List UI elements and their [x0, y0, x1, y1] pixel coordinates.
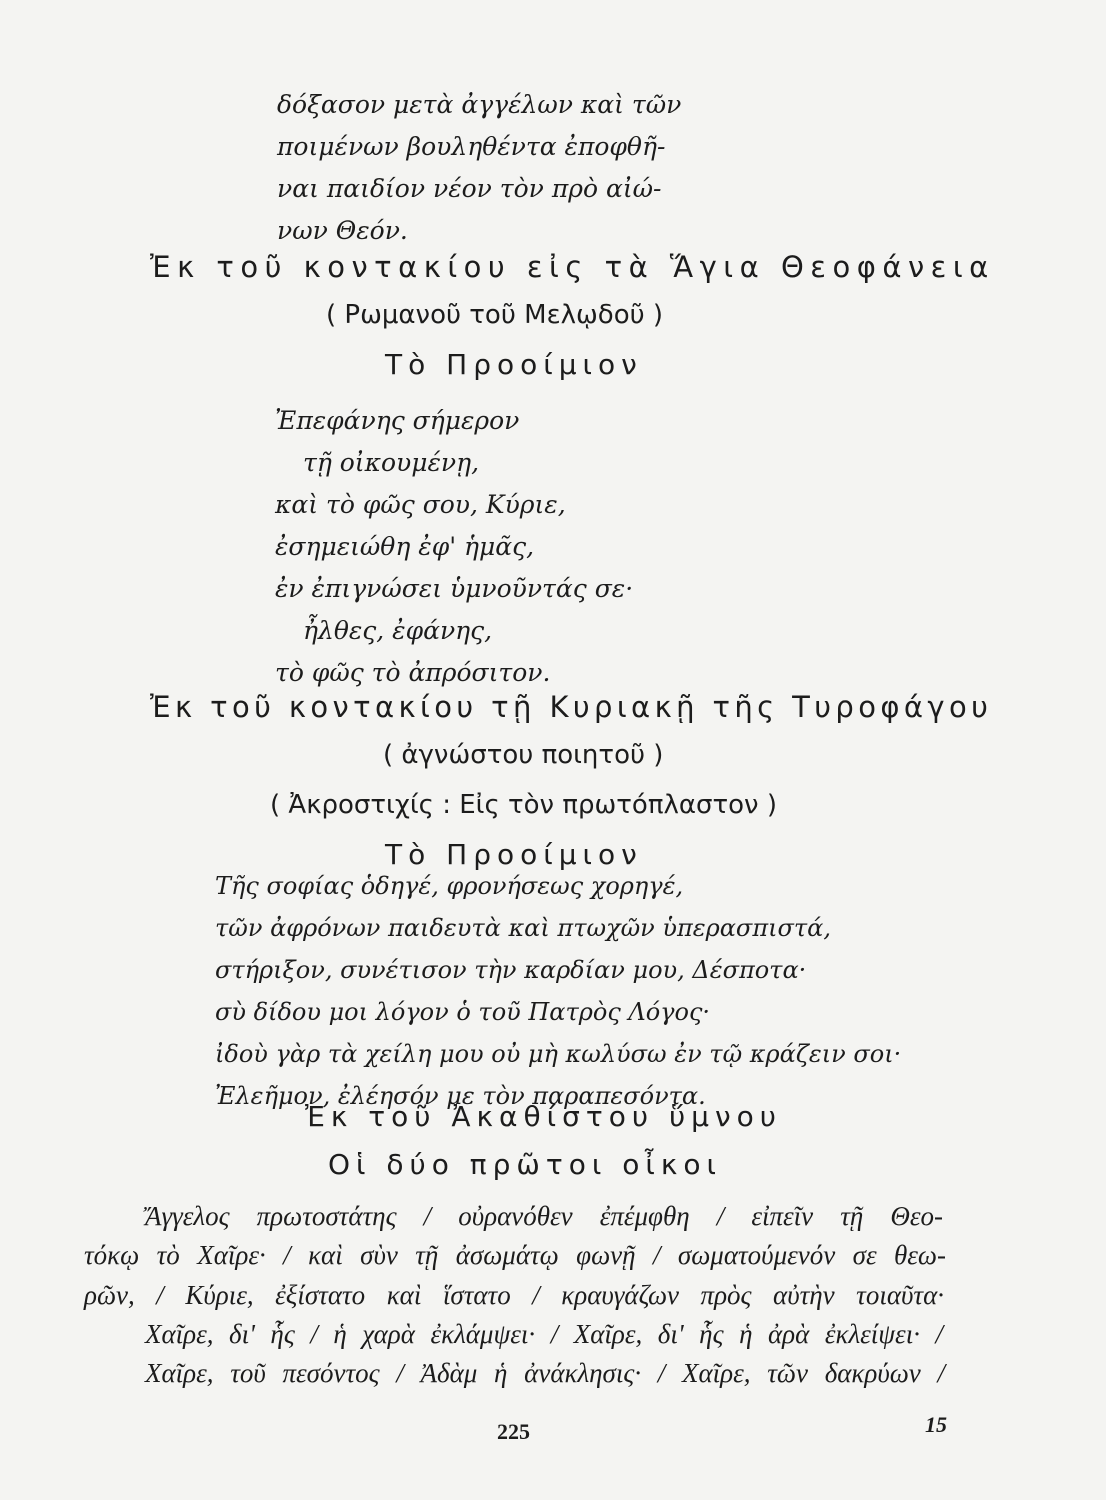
- section-heading: Ἐκ τοῦ Ἀκαθίστου ὕμνου: [305, 1100, 782, 1133]
- section-heading: Ἐκ τοῦ κοντακίου εἰς τὰ Ἅγια Θεοφάνεια: [150, 250, 995, 284]
- prose-line: Χαῖρε, δι' ἧς / ἡ χαρὰ ἐκλάμψει· / Χαῖρε, δι' ἧς ἡ ἀρὰ ἐκλείψει· /: [145, 1319, 943, 1349]
- verse-line: νων Θεόν.: [277, 216, 408, 245]
- prose-line: τόκῳ τὸ Χαῖρε· / καὶ σὺν τῇ ἀσωμάτῳ φωνῇ / σωματούμενόν σε θεω-: [84, 1240, 946, 1270]
- verse-line: ἦλθες, ἐφάνης,: [303, 616, 493, 645]
- part-title: Τὸ Προοίμιον: [385, 838, 643, 871]
- verse-line: καὶ τὸ φῶς σου, Κύριε,: [275, 490, 566, 519]
- page-number: 225: [497, 1419, 530, 1444]
- verse-line: δόξασον μετὰ ἀγγέλων καὶ τῶν: [277, 90, 682, 119]
- verse-line: ἰδοὺ γὰρ τὰ χείλη μου οὐ μὴ κωλύσω ἐν τῷ κράζειν σοι·: [215, 1040, 902, 1068]
- prose-line: ρῶν, / Κύριε, ἐξίστατο καὶ ἵστατο / κραυγάζων πρὸς αὐτὴν τοιαῦτα·: [84, 1280, 944, 1310]
- verse-line: στήριξον, συνέτισον τὴν καρδίαν μου, Δέσποτα·: [215, 956, 807, 984]
- prose-line: Χαῖρε, τοῦ πεσόντος / Ἀδὰμ ἡ ἀνάκλησις· / Χαῖρε, τῶν δακρύων /: [145, 1358, 945, 1388]
- verse-line: ναι παιδίον νέον τὸν πρὸ αἰώ-: [277, 174, 662, 203]
- verse-line: τῇ οἰκουμένῃ,: [303, 448, 480, 477]
- verse-line: ἐσημειώθη ἐφ' ἡμᾶς,: [275, 532, 535, 561]
- verse-line: Τῆς σοφίας ὁδηγέ, φρονήσεως χορηγέ,: [215, 872, 684, 900]
- verse-line: ἐν ἐπιγνώσει ὑμνοῦντάς σε·: [275, 574, 634, 603]
- verse-line: Ἐλεῆμον, ἐλέησόν με τὸν παραπεσόντα.: [215, 1082, 706, 1110]
- verse-line: τῶν ἀφρόνων παιδευτὰ καὶ πτωχῶν ὑπερασπιστά,: [215, 914, 831, 942]
- verse-line: Ἐπεφάνης σήμερον: [275, 406, 520, 435]
- verse-line: τὸ φῶς τὸ ἀπρόσιτον.: [275, 658, 551, 687]
- section-heading: Ἐκ τοῦ κοντακίου τῇ Κυριακῇ τῆς Τυροφάγου: [150, 690, 993, 724]
- part-title: Τὸ Προοίμιον: [385, 348, 643, 381]
- section-subtitle: ( ἀγνώστου ποιητοῦ ): [383, 740, 664, 770]
- signature-mark: 15: [925, 1412, 947, 1437]
- part-title: Οἱ δύο πρῶτοι οἶκοι: [328, 1148, 722, 1181]
- verse-line: ποιμένων βουληθέντα ἐποφθῆ-: [277, 132, 666, 161]
- acrostic-line: ( Ἀκροστιχίς : Εἰς τὸν πρωτόπλαστον ): [270, 790, 777, 820]
- section-subtitle: ( Ρωμανοῦ τοῦ Μελῳδοῦ ): [326, 300, 664, 330]
- verse-line: σὺ δίδου μοι λόγον ὁ τοῦ Πατρὸς Λόγος·: [215, 998, 711, 1026]
- prose-line: Ἄγγελος πρωτοστάτης / οὐρανόθεν ἐπέμφθη / εἰπεῖν τῇ Θεο-: [145, 1201, 943, 1231]
